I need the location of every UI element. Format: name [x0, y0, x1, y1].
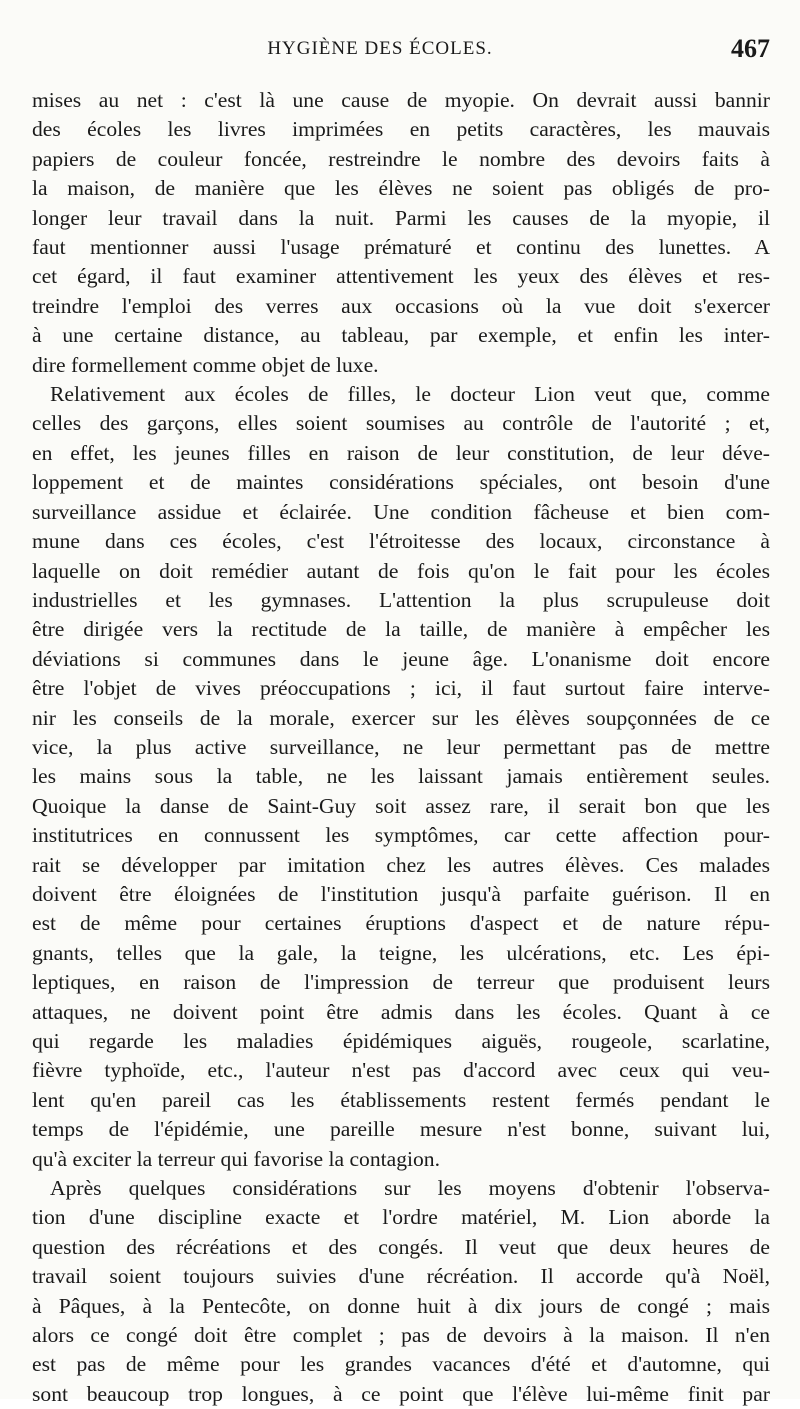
- text-line: institutrices en connussent les symptômes, car cette affection pour-: [32, 823, 770, 848]
- text-line: vice, la plus active surveillance, ne leur permettant pas de mettre: [32, 734, 770, 759]
- text-line: leptiques, en raison de l'impression de terreur que produisent leurs: [32, 970, 770, 995]
- text-line: mises au net : c'est là une cause de myopie. On devrait aussi bannir: [32, 88, 770, 112]
- text-line: rait se développer par imitation chez les autres élèves. Ces malades: [32, 852, 770, 877]
- paragraph-2: [32, 380, 770, 1174]
- text-line: cet égard, il faut examiner attentivement les yeux des élèves et res-: [32, 264, 770, 289]
- text-line: nir les conseils de la morale, exercer sur les élèves soupçonnées de ce: [32, 705, 770, 730]
- paragraph-1: [32, 86, 770, 380]
- text-line: treindre l'emploi des verres aux occasions où la vue doit s'exercer: [32, 293, 770, 318]
- text-line: temps de l'épidémie, une pareille mesure n'est bonne, suivant lui,: [32, 1117, 770, 1142]
- text-line: fièvre typhoïde, etc., l'auteur n'est pas d'accord avec ceux qui veu-: [32, 1058, 770, 1083]
- text-line: gnants, telles que la gale, la teigne, les ulcérations, etc. Les épi-: [32, 940, 770, 965]
- text-line: sont beaucoup trop longues, à ce point que l'élève lui-même finit par: [32, 1381, 770, 1406]
- text-line: papiers de couleur foncée, restreindre le nombre des devoirs faits à: [32, 146, 770, 171]
- text-line: les mains sous la table, ne les laissant jamais entièrement seules.: [32, 764, 770, 789]
- text-line: est de même pour certaines éruptions d'aspect et de nature répu-: [32, 911, 770, 936]
- text-line: travail soient toujours suivies d'une récréation. Il accorde qu'à Noël,: [32, 1264, 770, 1289]
- text-line: mune dans ces écoles, c'est l'étroitesse des locaux, circonstance à: [32, 529, 770, 554]
- text-line: qui regarde les maladies épidémiques aiguës, rougeole, scarlatine,: [32, 1029, 770, 1053]
- text-line: Relativement aux écoles de filles, le docteur Lion veut que, comme: [50, 382, 770, 407]
- text-line: être l'objet de vives préoccupations ; ici, il faut surtout faire interve-: [32, 676, 770, 701]
- text-line: Quoique la danse de Saint-Guy soit assez rare, il serait bon que les: [32, 793, 770, 818]
- text-line: surveillance assidue et éclairée. Une condition fâcheuse et bien com-: [32, 499, 770, 524]
- text-line: en effet, les jeunes filles en raison de leur constitution, de leur déve-: [32, 440, 770, 465]
- text-line: laquelle on doit remédier autant de fois qu'on le fait pour les écoles: [32, 558, 770, 583]
- text-line: être dirigée vers la rectitude de la taille, de manière à empêcher les: [32, 617, 770, 642]
- text-line: déviations si communes dans le jeune âge. L'onanisme doit encore: [32, 646, 770, 671]
- text-line: à Pâques, à la Pentecôte, on donne huit à dix jours de congé ; mais: [32, 1293, 770, 1318]
- text-line: question des récréations et des congés. Il veut que deux heures de: [32, 1234, 770, 1259]
- text-line: est pas de même pour les grandes vacances d'été et d'automne, qui: [32, 1352, 770, 1377]
- text-line: qu'à exciter la terreur qui favorise la contagion.: [32, 1146, 440, 1171]
- text-line: celles des garçons, elles soient soumises au contrôle de l'autorité ; et,: [32, 411, 770, 436]
- text-line: tion d'une discipline exacte et l'ordre matériel, M. Lion aborde la: [32, 1205, 770, 1230]
- text-line: longer leur travail dans la nuit. Parmi les causes de la myopie, il: [32, 205, 770, 230]
- text-line: Après quelques considérations sur les moyens d'obtenir l'observa-: [50, 1176, 770, 1201]
- text-line: industrielles et les gymnases. L'attention la plus scrupuleuse doit: [32, 587, 770, 612]
- text-line: lent qu'en pareil cas les établissements restent fermés pendant le: [32, 1087, 770, 1112]
- text-line: des écoles les livres imprimées en petits caractères, les mauvais: [32, 117, 770, 142]
- text-line: faut mentionner aussi l'usage prématuré et continu des lunettes. A: [32, 235, 770, 260]
- page-number: 467: [731, 34, 770, 63]
- text-line: à une certaine distance, au tableau, par exemple, et enfin les inter-: [32, 323, 770, 348]
- text-line: loppement et de maintes considérations spéciales, ont besoin d'une: [32, 470, 770, 495]
- text-line: alors ce congé doit être complet ; pas de devoirs à la maison. Il n'en: [32, 1323, 770, 1348]
- running-title: HYGIÈNE DES ÉCOLES.: [267, 38, 493, 59]
- running-head: [0, 34, 800, 78]
- text-line: doivent être éloignées de l'institution jusqu'à parfaite guérison. Il en: [32, 881, 770, 906]
- text-line: dire formellement comme objet de luxe.: [32, 352, 379, 377]
- body-text: [32, 86, 770, 1409]
- paragraph-3: [32, 1174, 770, 1409]
- text-line: la maison, de manière que les élèves ne soient pas obligés de pro-: [32, 176, 770, 201]
- text-line: attaques, ne doivent point être admis dans les écoles. Quant à ce: [32, 999, 770, 1024]
